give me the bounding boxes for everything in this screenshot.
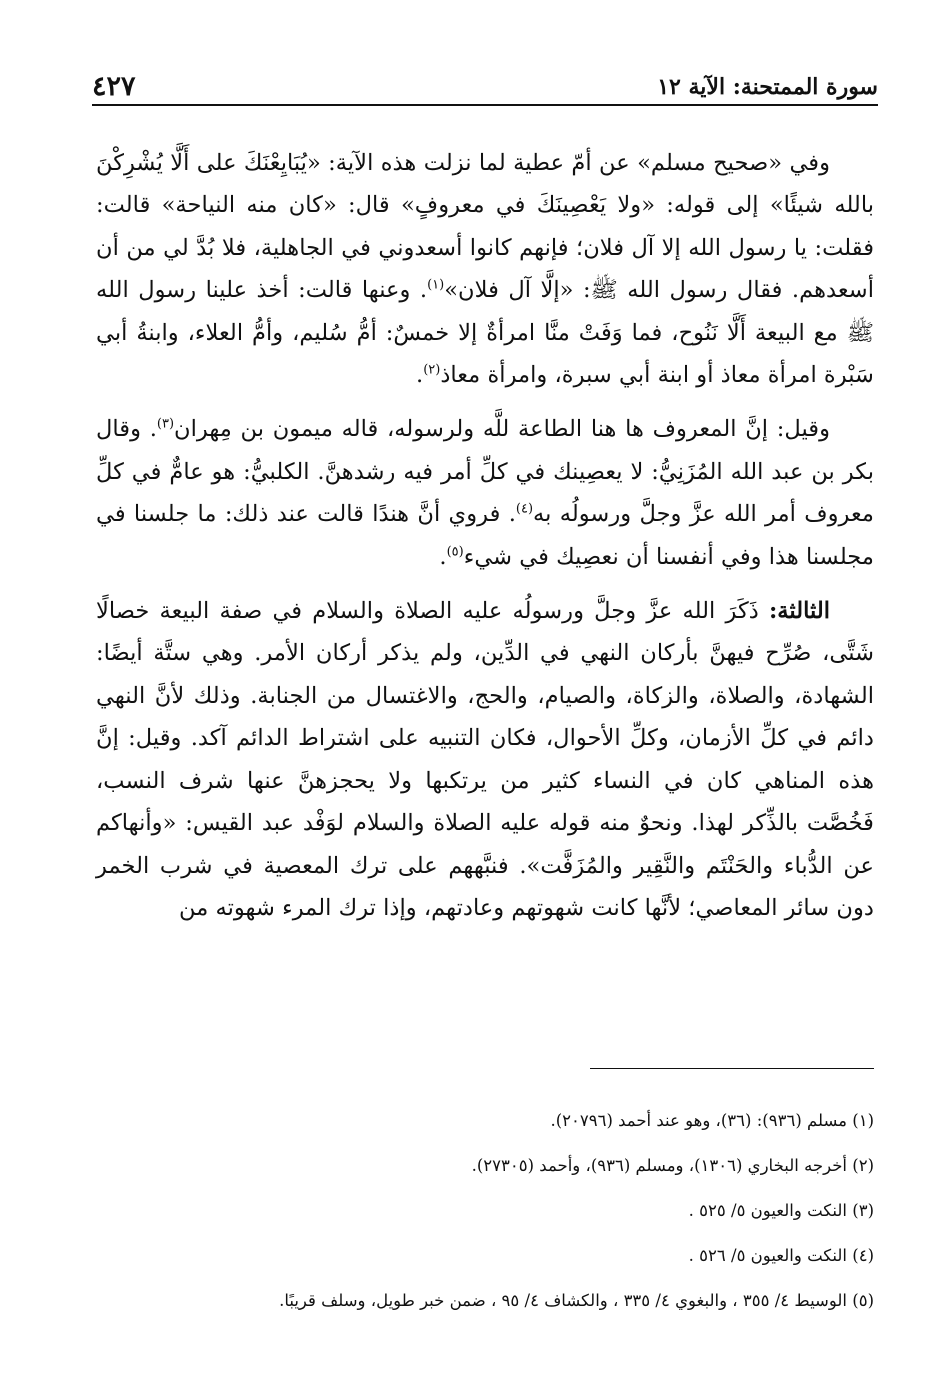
paragraph-text: . وعنها قالت: أخذ علينا رسول الله ﷺ مع البيعة أَلَّا نَنُوح، فما وَفَتْ منَّا امرأةٌ إلا خمسٌ: أمُّ سُليم، وأمُّ العلاء، وابنةُ أبي سَبْرة امرأة معاذ أو ابنة أبي سبرة، وامرأة معاذ: [96, 277, 874, 389]
paragraph-text: .: [439, 543, 447, 570]
paragraph-text: .: [416, 362, 424, 389]
paragraph-1: [96, 142, 874, 396]
footnote-1: (١) مسلم (٩٣٦): (٣٦)، وهو عند أحمد (٢٠٧٩٦).: [550, 1111, 874, 1130]
footnote-separator: [590, 1068, 874, 1069]
paragraph-text: وفي «صحيح مسلم» عن أمّ عطية لما نزلت هذه الآية: «يُبَايِعْنَكَ على أَلَّا يُشْرِكْنَ بالله شيئًا» إلى قوله: «ولا يَعْصِينَكَ في معروفٍ» قال: «كان منه النياحة» قالت: فقلت: يا رسول الله إلا آل فلان؛ فإنهم كانوا أسعدوني في الجاهلية، فلا بُدَّ لي من أن أسعدهم. فقال رسول الله ﷺ: «إلَّا آل فلان»: [96, 150, 874, 304]
footnotes: [96, 1098, 874, 1323]
footnote-3: (٣) النكت والعيون ٥/ ٥٢٥ .: [688, 1201, 874, 1220]
section-lead: الثالثة:: [768, 598, 830, 625]
footnote-marker: (٤): [515, 501, 534, 517]
paragraph-text: . وقال بكر بن عبد الله المُزَنِيُّ: لا يعصِينك في كلِّ أمر فيه رشدهنَّ. الكلبيُّ: هو عامٌّ في كلِّ معروف أمر الله عزَّ وجلَّ ورسولُه به: [96, 416, 874, 528]
main-text: [96, 142, 874, 941]
paragraph-3: [96, 590, 874, 929]
footnote-marker: (٣): [156, 416, 175, 432]
footnote-4: (٤) النكت والعيون ٥/ ٥٢٦ .: [688, 1246, 874, 1265]
paragraph-2: [96, 408, 874, 578]
footnote-marker: (٥): [446, 544, 464, 560]
footnote-marker: (١): [427, 277, 445, 293]
paragraph-text: ذَكَرَ الله عزَّ وجلَّ ورسولُه عليه الصلاة والسلام في صفة البيعة خصالًا شَتَّى، صُرِّح فيهنَّ بأركان النهي في الدِّين، ولم يذكر أركان الأمر. وهي ستَّة أيضًا: الشهادة، والصلاة، والزكاة، والصيام، والحج، والاغتسال من الجنابة. وذلك لأنَّ النهي دائم في كلِّ الأزمان، وكلِّ الأحوال، فكان التنبيه على اشتراط الدائم آكد. وقيل: إنَّ هذه المناهي كان في النساء كثير من يرتكبها ولا يحجزهنَّ عنها شرف النسب، فَخُصَّت بالذِّكر لهذا. ونحوٌ منه قوله عليه الصلاة والسلام لوَفْد عبد القيس: «وأنهاكم عن الدُّباء والحَنْتَم والنَّقِير والمُزَفَّت». فنبَّههم على ترك المعصية في شرب الخمر دون سائر المعاصي؛ لأنَّها كانت شهوتهم وعادتهم، وإذا ترك المرء شهوته من: [96, 598, 874, 921]
footnote-5: (٥) الوسيط ٤/ ٣٥٥ ، والبغوي ٤/ ٣٣٥ ، والكشاف ٤/ ٩٥ ، ضمن خبر طويل، وسلف قريبًا.: [279, 1291, 874, 1310]
footnote-marker: (٢): [423, 362, 441, 378]
page-number: ٤٢٧: [92, 71, 136, 102]
paragraph-text: . فروي أنَّ هندًا قالت عند ذلك: ما جلسنا في مجلسنا هذا وفي أنفسنا أن نعصِيك في شيء: [96, 501, 874, 570]
footnote-2: (٢) أخرجه البخاري (١٣٠٦)، ومسلم (٩٣٦)، وأحمد (٢٧٣٠٥).: [471, 1156, 874, 1175]
paragraph-text: وقيل: إنَّ المعروف ها هنا الطاعة للَّه ولرسوله، قاله ميمون بن مِهران: [174, 416, 831, 443]
page-header: [92, 60, 878, 106]
running-title: سورة الممتحنة: الآية ١٢: [657, 74, 878, 100]
